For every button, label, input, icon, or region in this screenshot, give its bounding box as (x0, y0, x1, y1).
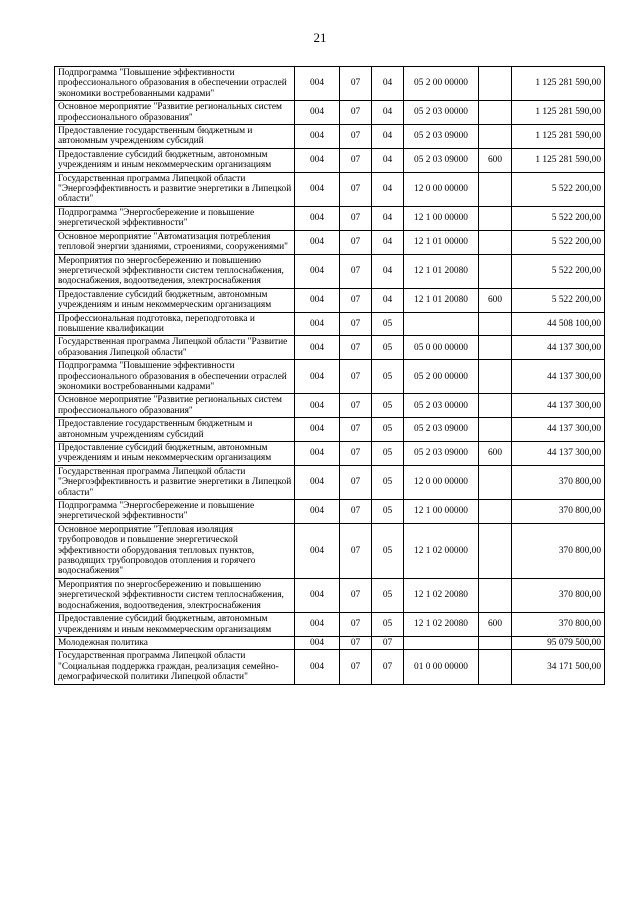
expense-type (479, 523, 512, 578)
section-code: 07 (340, 613, 372, 637)
expense-type: 600 (479, 613, 512, 637)
table-row (55, 288, 605, 312)
expense-type (479, 465, 512, 499)
section-code: 07 (340, 230, 372, 254)
target-article: 05 2 00 00000 (404, 67, 479, 101)
ministry-code: 004 (295, 230, 340, 254)
ministry-code: 004 (295, 101, 340, 125)
row-name: Предоставление субсидий бюджетным, автономным учреждениям и иным некоммерческим организациям (55, 442, 295, 466)
page-number: 21 (313, 30, 327, 45)
amount: 95 079 500,00 (512, 636, 605, 649)
section-code: 07 (340, 172, 372, 206)
target-article: 01 0 00 00000 (404, 650, 479, 684)
section-code: 07 (340, 67, 372, 101)
subsection-code: 04 (372, 230, 404, 254)
expense-type (479, 230, 512, 254)
ministry-code: 004 (295, 148, 340, 172)
ministry-code: 004 (295, 360, 340, 394)
section-code: 07 (340, 312, 372, 336)
expense-type (479, 254, 512, 288)
table-row (55, 67, 605, 101)
section-code: 07 (340, 418, 372, 442)
section-code: 07 (340, 650, 372, 684)
section-code: 07 (340, 288, 372, 312)
amount: 5 522 200,00 (512, 206, 605, 230)
table-row (55, 336, 605, 360)
ministry-code: 004 (295, 172, 340, 206)
subsection-code: 04 (372, 125, 404, 149)
ministry-code: 004 (295, 650, 340, 684)
table-row (55, 172, 605, 206)
subsection-code: 07 (372, 636, 404, 649)
table-row (55, 394, 605, 418)
budget-table-body (55, 67, 605, 685)
target-article: 12 1 02 20080 (404, 613, 479, 637)
amount: 5 522 200,00 (512, 288, 605, 312)
subsection-code: 04 (372, 172, 404, 206)
amount: 370 800,00 (512, 465, 605, 499)
amount: 44 137 300,00 (512, 418, 605, 442)
target-article: 05 2 03 09000 (404, 418, 479, 442)
row-name: Предоставление государственным бюджетным и автономным учреждениям субсидий (55, 125, 295, 149)
row-name: Государственная программа Липецкой области "Развитие образования Липецкой области" (55, 336, 295, 360)
amount: 5 522 200,00 (512, 230, 605, 254)
target-article (404, 312, 479, 336)
ministry-code: 004 (295, 394, 340, 418)
amount: 370 800,00 (512, 500, 605, 524)
amount: 1 125 281 590,00 (512, 148, 605, 172)
section-code: 07 (340, 336, 372, 360)
target-article: 05 2 03 09000 (404, 148, 479, 172)
ministry-code: 004 (295, 523, 340, 578)
table-row (55, 360, 605, 394)
table-row (55, 578, 605, 612)
ministry-code: 004 (295, 67, 340, 101)
amount: 370 800,00 (512, 523, 605, 578)
subsection-code: 05 (372, 312, 404, 336)
section-code: 07 (340, 500, 372, 524)
row-name: Основное мероприятие "Развитие региональных систем профессионального образования" (55, 101, 295, 125)
table-row (55, 613, 605, 637)
subsection-code: 05 (372, 613, 404, 637)
expense-type (479, 394, 512, 418)
row-name: Предоставление субсидий бюджетным, автономным учреждениям и иным некоммерческим организациям (55, 288, 295, 312)
table-row (55, 650, 605, 684)
target-article: 05 0 00 00000 (404, 336, 479, 360)
row-name: Подпрограмма "Энергосбережение и повышение энергетической эффективности" (55, 500, 295, 524)
expense-type (479, 500, 512, 524)
expense-type (479, 101, 512, 125)
amount: 44 137 300,00 (512, 336, 605, 360)
target-article: 12 0 00 00000 (404, 172, 479, 206)
expense-type (479, 336, 512, 360)
table-row (55, 442, 605, 466)
amount: 44 137 300,00 (512, 442, 605, 466)
target-article: 12 1 02 00000 (404, 523, 479, 578)
ministry-code: 004 (295, 418, 340, 442)
expense-type (479, 67, 512, 101)
row-name: Профессиональная подготовка, переподготовка и повышение квалификации (55, 312, 295, 336)
expense-type (479, 312, 512, 336)
expense-type (479, 418, 512, 442)
ministry-code: 004 (295, 500, 340, 524)
budget-table (54, 66, 605, 685)
amount: 5 522 200,00 (512, 254, 605, 288)
amount: 44 137 300,00 (512, 360, 605, 394)
target-article: 05 2 03 00000 (404, 101, 479, 125)
subsection-code: 05 (372, 336, 404, 360)
row-name: Подпрограмма "Повышение эффективности профессионального образования в обеспечении отраслей экономики востребованными кадрами" (55, 67, 295, 101)
expense-type (479, 360, 512, 394)
subsection-code: 05 (372, 394, 404, 418)
table-row (55, 465, 605, 499)
target-article: 12 1 02 20080 (404, 578, 479, 612)
subsection-code: 04 (372, 148, 404, 172)
target-article: 12 1 00 00000 (404, 206, 479, 230)
table-row (55, 523, 605, 578)
amount: 370 800,00 (512, 578, 605, 612)
target-article: 05 2 03 00000 (404, 394, 479, 418)
target-article: 12 1 00 00000 (404, 500, 479, 524)
amount: 1 125 281 590,00 (512, 101, 605, 125)
subsection-code: 05 (372, 500, 404, 524)
section-code: 07 (340, 206, 372, 230)
target-article: 05 2 03 09000 (404, 442, 479, 466)
section-code: 07 (340, 442, 372, 466)
row-name: Молодежная политика (55, 636, 295, 649)
expense-type (479, 636, 512, 649)
row-name: Мероприятия по энергосбережению и повышению энергетической эффективности систем теплоснабжения, водоснабжения, водоотведения, электроснабжения (55, 578, 295, 612)
row-name: Предоставление субсидий бюджетным, автономным учреждениям и иным некоммерческим организациям (55, 148, 295, 172)
expense-type: 600 (479, 148, 512, 172)
table-row (55, 312, 605, 336)
ministry-code: 004 (295, 442, 340, 466)
row-name: Предоставление субсидий бюджетным, автономным учреждениям и иным некоммерческим организациям (55, 613, 295, 637)
amount: 44 508 100,00 (512, 312, 605, 336)
section-code: 07 (340, 360, 372, 394)
amount: 34 171 500,00 (512, 650, 605, 684)
ministry-code: 004 (295, 465, 340, 499)
table-row (55, 125, 605, 149)
ministry-code: 004 (295, 578, 340, 612)
subsection-code: 04 (372, 206, 404, 230)
subsection-code: 04 (372, 288, 404, 312)
table-row (55, 254, 605, 288)
row-name: Подпрограмма "Повышение эффективности профессионального образования в обеспечении отраслей экономики востребованными кадрами" (55, 360, 295, 394)
row-name: Государственная программа Липецкой области "Энергоэффективность и развитие энергетики в Липецкой области" (55, 172, 295, 206)
table-row (55, 636, 605, 649)
subsection-code: 05 (372, 360, 404, 394)
subsection-code: 05 (372, 465, 404, 499)
target-article: 05 2 00 00000 (404, 360, 479, 394)
row-name: Государственная программа Липецкой области "Энергоэффективность и развитие энергетики в Липецкой области" (55, 465, 295, 499)
section-code: 07 (340, 636, 372, 649)
table-row (55, 101, 605, 125)
ministry-code: 004 (295, 336, 340, 360)
section-code: 07 (340, 125, 372, 149)
target-article: 05 2 03 09000 (404, 125, 479, 149)
expense-type (479, 206, 512, 230)
table-row (55, 500, 605, 524)
expense-type: 600 (479, 442, 512, 466)
section-code: 07 (340, 148, 372, 172)
amount: 1 125 281 590,00 (512, 125, 605, 149)
ministry-code: 004 (295, 312, 340, 336)
row-name: Основное мероприятие "Развитие региональных систем профессионального образования" (55, 394, 295, 418)
subsection-code: 05 (372, 418, 404, 442)
expense-type (479, 125, 512, 149)
section-code: 07 (340, 254, 372, 288)
ministry-code: 004 (295, 125, 340, 149)
subsection-code: 05 (372, 442, 404, 466)
amount: 44 137 300,00 (512, 394, 605, 418)
expense-type (479, 650, 512, 684)
table-row (55, 148, 605, 172)
ministry-code: 004 (295, 613, 340, 637)
expense-type (479, 578, 512, 612)
amount: 5 522 200,00 (512, 172, 605, 206)
amount: 370 800,00 (512, 613, 605, 637)
ministry-code: 004 (295, 636, 340, 649)
row-name: Мероприятия по энергосбережению и повышению энергетической эффективности систем теплоснабжения, водоснабжения, водоотведения, электроснабжения (55, 254, 295, 288)
subsection-code: 05 (372, 523, 404, 578)
table-row (55, 418, 605, 442)
target-article: 12 1 01 20080 (404, 288, 479, 312)
expense-type: 600 (479, 288, 512, 312)
row-name: Основное мероприятие "Автоматизация потребления тепловой энергии зданиями, строениями, сооружениями" (55, 230, 295, 254)
row-name: Государственная программа Липецкой области "Социальная поддержка граждан, реализация семейно-демографической политики Липецкой области" (55, 650, 295, 684)
subsection-code: 04 (372, 254, 404, 288)
target-article: 12 0 00 00000 (404, 465, 479, 499)
ministry-code: 004 (295, 288, 340, 312)
subsection-code: 07 (372, 650, 404, 684)
section-code: 07 (340, 578, 372, 612)
target-article (404, 636, 479, 649)
section-code: 07 (340, 465, 372, 499)
section-code: 07 (340, 101, 372, 125)
section-code: 07 (340, 523, 372, 578)
subsection-code: 05 (372, 578, 404, 612)
ministry-code: 004 (295, 254, 340, 288)
amount: 1 125 281 590,00 (512, 67, 605, 101)
target-article: 12 1 01 00000 (404, 230, 479, 254)
subsection-code: 04 (372, 101, 404, 125)
subsection-code: 04 (372, 67, 404, 101)
table-row (55, 230, 605, 254)
target-article: 12 1 01 20080 (404, 254, 479, 288)
row-name: Основное мероприятие "Тепловая изоляция трубопроводов и повышение энергетической эффективности оборудования тепловых пунктов, разводящих трубопроводов отопления и горячего водоснабжения" (55, 523, 295, 578)
row-name: Предоставление государственным бюджетным и автономным учреждениям субсидий (55, 418, 295, 442)
row-name: Подпрограмма "Энергосбережение и повышение энергетической эффективности" (55, 206, 295, 230)
section-code: 07 (340, 394, 372, 418)
table-row (55, 206, 605, 230)
ministry-code: 004 (295, 206, 340, 230)
expense-type (479, 172, 512, 206)
